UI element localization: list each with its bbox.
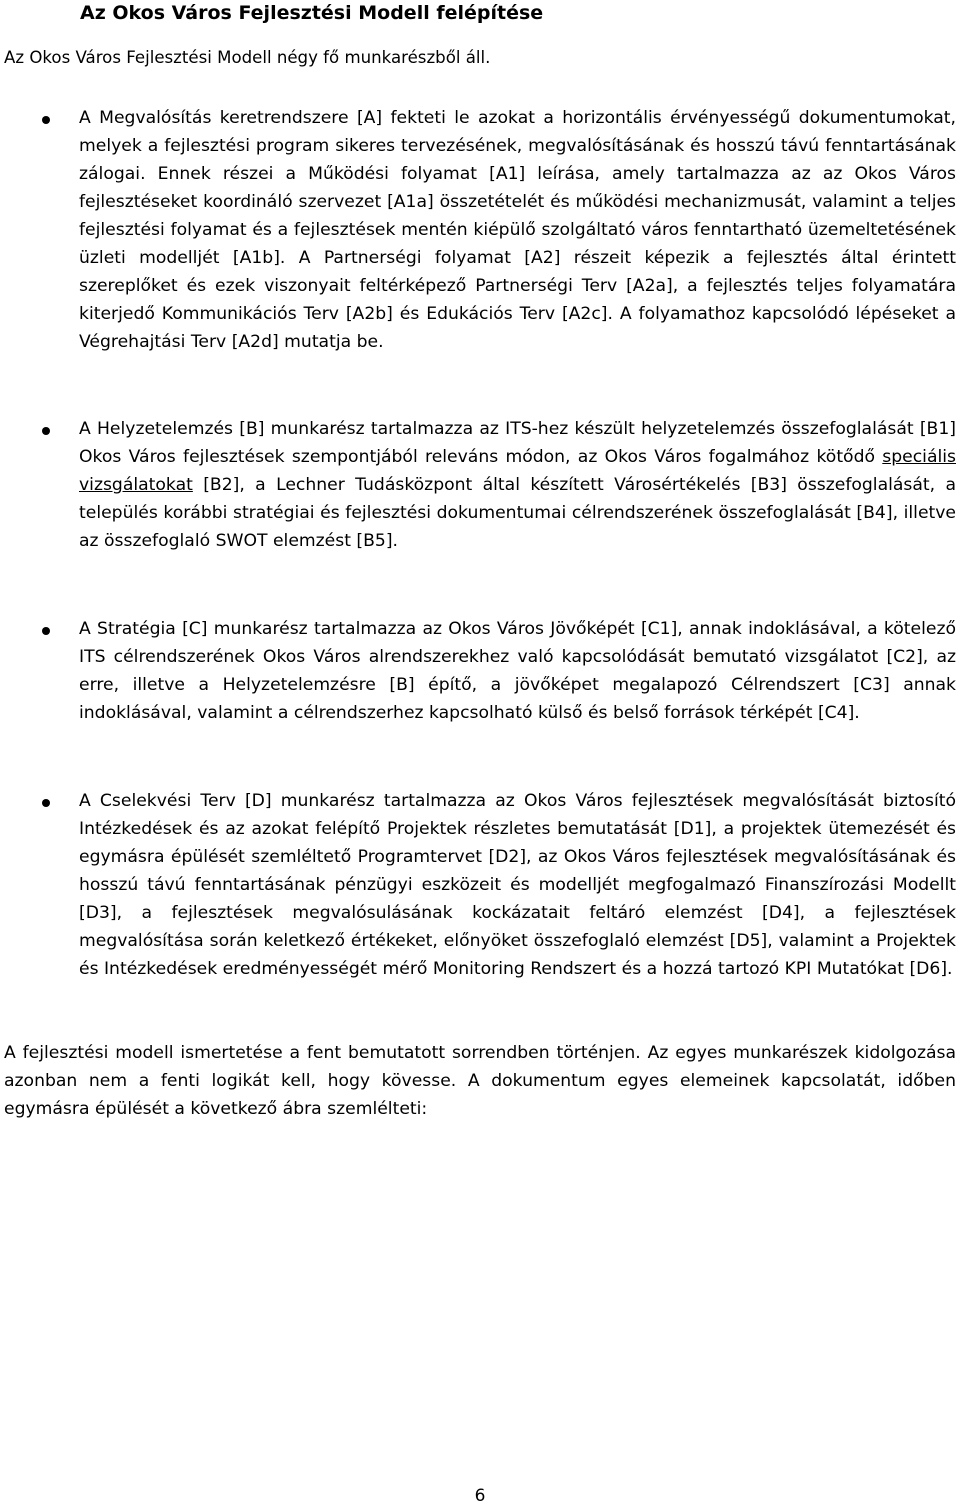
text-run: A: [79, 791, 100, 811]
text-run: korábbi stratégiai és fejlesztési dokumentumai célrendszerének összefoglalását: [163, 503, 851, 523]
text-run: Programtervet: [357, 847, 483, 867]
text-run: Cselekvési Terv: [99, 791, 236, 811]
text-run: [C] munkarész tartalmazza az Okos Város: [175, 619, 551, 639]
text-run: és: [392, 304, 427, 324]
text-run: üzleti modelljét: [79, 248, 220, 268]
text-run: A: [79, 419, 97, 439]
text-run: KPI Mutatókat: [784, 959, 904, 979]
text-run: Partnerségi Terv: [475, 276, 618, 296]
text-run: ITS célrendszerének Okos Város alrendszerekhez való kapcsolódását bemutató vizsgálatot: [79, 647, 879, 667]
text-run: Jövőképét: [550, 619, 635, 639]
text-run: ITS-hez készült helyzetelemzés összefoglalását: [505, 419, 914, 439]
text-run: [B2], a Lechner Tudásközpont által készített: [192, 475, 615, 495]
text-run: [D3], a fejlesztések megvalósulásának: [79, 903, 473, 923]
bullet-icon: [42, 799, 50, 807]
page-number: 6: [474, 1486, 486, 1506]
text-run: [A1a]: [381, 192, 434, 212]
text-run: Helyzetelemzésre: [222, 675, 376, 695]
text-run: Végrehajtási Terv: [79, 332, 227, 352]
bullet-text-d: [79, 787, 956, 983]
bullet-icon: [42, 427, 50, 435]
text-run: Projektek részletes bemutatását: [386, 819, 668, 839]
text-run: . A folyamathoz kapcsolódó lépéseket a: [607, 304, 956, 324]
text-run: , a fejlesztés teljes folyamatára kiterjedő: [79, 276, 957, 324]
text-run: Megvalósítás keretrendszere: [99, 108, 349, 128]
bullet-icon: [42, 116, 50, 124]
section-title: Az Okos Város Fejlesztési Modell felépítése: [80, 2, 544, 24]
intro-paragraph: Az Okos Város Fejlesztési Modell négy fő munkarészből áll.: [4, 48, 491, 67]
text-run: . A: [279, 248, 324, 268]
text-run: Kommunikációs Terv: [161, 304, 339, 324]
text-run: [A2c]: [555, 304, 608, 324]
text-run: valamint a Projektek és Intézkedések eredményességét mérő: [79, 931, 956, 979]
text-run: [A1b]: [219, 248, 280, 268]
bullet-text-b: [79, 415, 956, 555]
text-run: és az azokat felépítő: [192, 819, 387, 839]
text-run: A: [79, 108, 100, 128]
bullet-icon: [42, 627, 50, 635]
text-run: Edukációs Terv: [426, 304, 556, 324]
text-run: [B1] Okos Város fejlesztések szempontjából releváns módon, az Okos Város fogalmához kötődő: [79, 419, 956, 467]
text-run: Működési folyamat: [308, 164, 478, 184]
closing-paragraph: A fejlesztési modell ismertetése a fent bemutatott sorrendben történjen. Az egyes munkarészek kidolgozása azonban nem a fenti logikát kell, hogy kövesse. A dokumentum egyes elemeinek kapcsolatát, időben egymásra épülését a következő ábra szemlélteti:: [4, 1043, 956, 1119]
text-run: Célrendszert: [730, 675, 840, 695]
text-run: és a hozzá tartozó: [616, 959, 785, 979]
text-run: [A2d]: [226, 332, 279, 352]
text-run: [B] építő, a jövőképet megalapozó: [375, 675, 731, 695]
bullet-text-c: [79, 615, 956, 727]
text-run: Stratégia: [97, 619, 176, 639]
text-run: Partnerségi folyamat: [323, 248, 511, 268]
text-run: speciális vizsgálatokat: [79, 447, 956, 495]
text-run: [C2], az erre, illetve a: [79, 647, 956, 695]
text-run: keletkező értékeket, előnyöket összefoglaló elemzést: [263, 931, 724, 951]
text-run: leírása, amely tartalmazza az az Okos Város fejlesztéseket: [79, 164, 956, 212]
text-run: [D5],: [723, 931, 773, 951]
text-run: Intézkedések: [79, 819, 193, 839]
text-run: [D2], az Okos Város fejlesztések megvalósításának és hosszú távú fenntartásának pénzügyi eszközeit és modelljét megfogalmazó: [79, 847, 957, 895]
text-run: mutatja be.: [278, 332, 384, 352]
text-run: [C1], annak indoklásával, a kötelező: [634, 619, 956, 639]
text-run: [A2]: [510, 248, 561, 268]
text-run: részeit képezik a fejlesztés által érintett szereplőket és ezek viszonyait feltérképező: [79, 248, 956, 296]
text-run: [A] fekteti le azokat a horizontális érvényességű dokumentumokat, melyek a fejlesztési program sikeres tervezésének, megvalósításának és hosszú távú fenntartásának zálogai. Ennek részei a: [79, 108, 956, 184]
text-run: külső és belső források térképét: [537, 703, 813, 723]
text-run: [B5].: [350, 531, 399, 551]
text-run: Finanszírozási Modellt: [764, 875, 956, 895]
text-run: [D1], a projektek ütemezését és egymásra épülését szemléltető: [79, 819, 956, 867]
text-run: [A1]: [477, 164, 526, 184]
text-run: [B4], illetve az összefoglaló: [79, 503, 957, 551]
bullet-text-a: [79, 104, 956, 356]
text-run: [D] munkarész tartalmazza az Okos Város fejlesztések megvalósítását biztosító: [235, 791, 956, 811]
text-run: Helyzetelemzés: [97, 419, 233, 439]
text-run: [A2b]: [338, 304, 393, 324]
text-run: kockázatait feltáró elemzést: [472, 903, 743, 923]
text-run: A: [79, 619, 98, 639]
text-run: Városértékelés: [614, 475, 741, 495]
text-run: [C3] annak indoklásával, valamint a célrendszerhez kapcsolható: [79, 675, 956, 723]
text-run: [B] munkarész tartalmazza az: [233, 419, 506, 439]
text-run: SWOT elemzést: [215, 531, 351, 551]
text-run: koordináló szervezet: [203, 192, 382, 212]
text-run: [A2a]: [617, 276, 673, 296]
text-run: Monitoring Rendszert: [432, 959, 617, 979]
text-run: [D6].: [904, 959, 953, 979]
text-run: [D4], a fejlesztések megvalósítása során: [79, 903, 956, 951]
text-run: [B3] összefoglalását, a település: [79, 475, 956, 523]
text-run: összetételét és működési mechanizmusát, valamint a teljes fejlesztési folyamat és a fejlesztések mentén kiépülő szolgáltató város fenntartható üzemeltetésének: [79, 192, 957, 240]
text-run: [C4].: [812, 703, 860, 723]
